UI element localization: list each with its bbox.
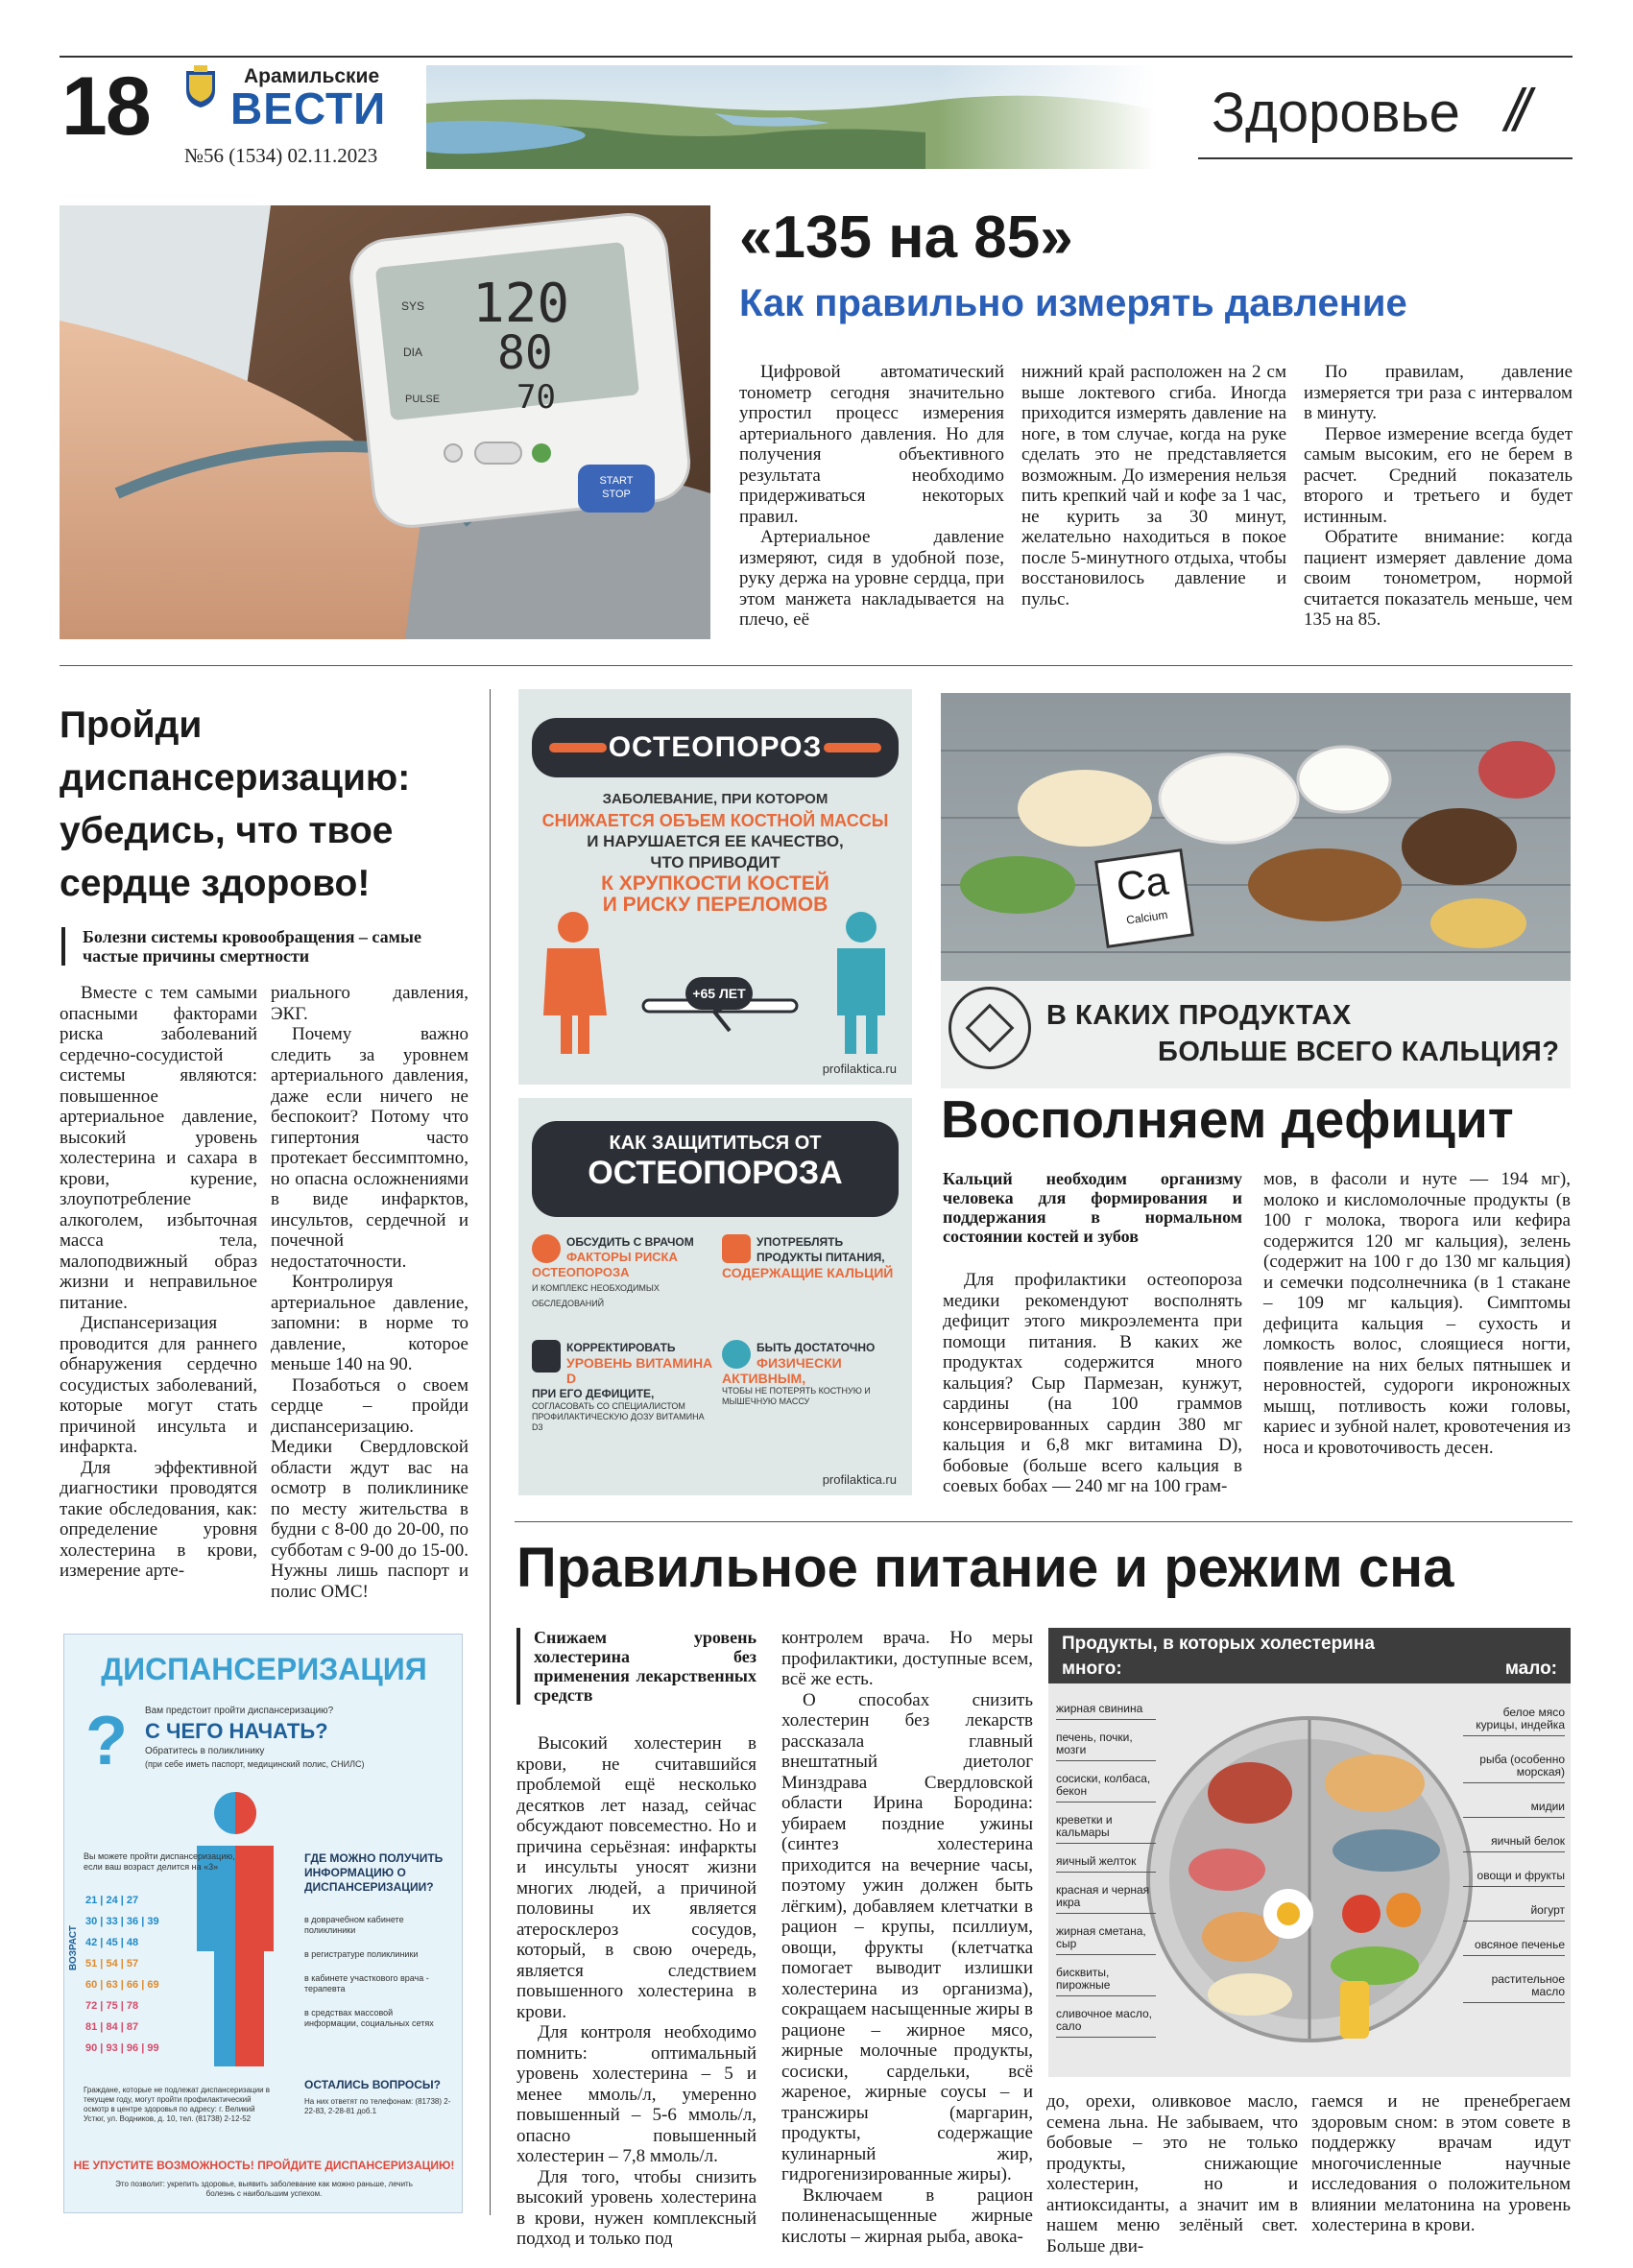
- chol-left-item: сливочное масло, сало: [1056, 2008, 1156, 2038]
- chol-few: мало:: [1504, 1659, 1557, 1679]
- protect-banner-line2: ОСТЕОПОРОЗА: [588, 1155, 843, 1191]
- protect-source: profilaktica.ru: [822, 1472, 897, 1487]
- chol-title: Продукты, в которых холестерина: [1062, 1634, 1375, 1654]
- protect-item-1: ОБСУДИТЬ С ВРАЧОМ ФАКТОРЫ РИСКА ОСТЕОПОРОЗА И КОМПЛЕКС НЕОБХОДИМЫХ ОБСЛЕДОВАНИЙ: [532, 1235, 694, 1308]
- osteo-line3: И НАРУШАЕТСЯ ЕЕ КАЧЕСТВО,: [587, 832, 844, 850]
- osteo-line5: К ХРУПКОСТИ КОСТЕЙ: [601, 872, 829, 895]
- art4-col1-p2: Для контроля необходимо помнить: оптимальный уровень холестерина – 5 и менее ммоль/л, умеренно повышенный – 5-6 ммоль/л, опасно повышенный холестерин – 7,8 ммоль/л.: [516, 2022, 756, 2166]
- art2-lead: Болезни системы кровообращения – самые частые причины смертности: [61, 927, 468, 966]
- disp-title: ДИСПАНСЕРИЗАЦИЯ: [101, 1652, 427, 1686]
- monitor-dia-label: DIA: [403, 346, 423, 359]
- osteo-banner: [532, 718, 899, 777]
- osteo-source: profilaktica.ru: [822, 1062, 897, 1076]
- coat-of-arms-icon: [184, 65, 217, 109]
- art2-col1-p1: Вместе с тем самыми опасными факторами риска заболеваний сердечно-сосудистой системы являются: повышенное артериальное давление, высокий уровень холестерина и сахара в крови, курение, злоупотребление алкоголем, избыточная масса тела, малоподвижный образ жизни и неправильное питание.: [60, 983, 257, 1313]
- chol-left-item: красная и черная икра: [1056, 1884, 1156, 1914]
- art4-col4: [1311, 2091, 1571, 2236]
- elderly-man-icon: [818, 910, 904, 1054]
- chol-left-item: креветки и кальмары: [1056, 1814, 1156, 1844]
- divider-art1: [60, 665, 1573, 666]
- art4-col2-p2: О способах снизить холестерин без лекарств рассказала главный внештатный диетолог Минздрава Свердловской области Ирина Бородина: убираем поздние ужины (синтез холестерина приходится на вечерние часы, поэтому ужин должен быть лёгким), добавляем клетчатки в рацион – крупы, псиллиум, овощи, фрукты (клетчатка помогает выводит излишки холестерина из организма), сокращаем насыщенные жиры в рационе – жирное мясо, жирные молочные продукты, сосиски, сардельки, всё жареное, жирные соусы – и трансжиры (маргарин, продукты, содержащие кулинарный жир, гидрогенизированные жиры).: [781, 1689, 1033, 2184]
- age-row: 90 | 93 | 96 | 99: [85, 2042, 159, 2054]
- art4-lead: Снижаем уровень холестерина без применения лекарственных средств: [516, 1628, 756, 1705]
- calcium-foods-photo: [941, 693, 1571, 1088]
- chol-title-bar: [1048, 1628, 1571, 1683]
- header-bottom-rule: [1198, 157, 1573, 159]
- calcium-name: Calcium: [1125, 907, 1169, 927]
- art2-col2-p3: Контролируя артериальное давление, запомни: в норме то давление, которое меньше 140 на 90.: [271, 1272, 468, 1374]
- disp-phones: На них ответят по телефонам: (81738) 2-22-83, 2-28-81 доб.1: [304, 2097, 451, 2115]
- art2-col2: [271, 983, 468, 1602]
- elderly-woman-icon: [530, 910, 616, 1054]
- chol-right-item: овощи и фрукты: [1463, 1870, 1565, 1887]
- osteo-line2: СНИЖАЕТСЯ ОБЪЕМ КОСТНОЙ МАССЫ: [541, 811, 889, 830]
- art4-col2-p1: контролем врача. Но меры профилактики, доступные всем, всё же есть.: [781, 1628, 1033, 1689]
- art1-col3-p1: По правилам, давление измеряется три раза с интервалом в минуту.: [1304, 362, 1573, 423]
- art2-col2-p4: Позаботься о своем сердце – пройди диспансеризацию. Медики Свердловской области ждут вас на осмотр в поликлинике по месту жительства в будни с 8-00 до 20-00, по субботам с 9-00 до 15-00. Нужны лишь паспорт и полис ОМС!: [271, 1374, 468, 1602]
- art2-col1-p2: Диспансеризация проводится для раннего обнаружения сердечно сосудистых заболеваний, которые могут стать причиной инсульта и инфаркта.: [60, 1313, 257, 1457]
- bone-icon: [824, 743, 881, 752]
- art4-col2-p3: Включаем в рацион полиненасыщенные жирные кислоты – жирная рыба, авока-: [781, 2184, 1033, 2247]
- osteo-age: +65 ЛЕТ: [685, 977, 753, 1010]
- issue-number-date: №56 (1534) 02.11.2023: [184, 144, 378, 167]
- chol-left-item: жирная свинина: [1056, 1703, 1156, 1720]
- disp-q3: Обратитесь в поликлинику: [145, 1746, 265, 1756]
- disp-questions: ОСТАЛИСЬ ВОПРОСЫ?: [304, 2078, 442, 2091]
- art2-title: Пройди диспансеризацию: убедись, что твое сердце здорово!: [60, 704, 411, 904]
- disp-age-table: [85, 1890, 191, 2059]
- art3-col2-p1: мов, в фасоли и нуте — 194 мг), молоко и кисломолочные продукты (в 100 г молока, творога или кефира содержится 120 мг кальция), зелень (содержит на 100 г до 130 мг кальция) и семечки подсолнечника (в 1 стакане – 109 мг кальция). Симптомы дефицита кальция – сухость и ломкость волос, слоящиеся ногти, появление на них белых пятнышек и неровностей, судороги икроножных мышц, потливость кожи головы, кариес и зубной налет, кровотечения из носа и кровоточивость десен.: [1263, 1169, 1571, 1458]
- monitor-value-sys: 120: [472, 273, 570, 335]
- chol-right-item: растительное масло: [1463, 1973, 1565, 2003]
- art2-col1-p3: Для эффективной диагностики проводятся такие обследования, как: определение уровня холестерина в крови, измерение арте-: [60, 1457, 257, 1581]
- cholesterol-foods-infographic: [1048, 1628, 1571, 2077]
- art4-col4-p1: гаемся и не пренебрегаем здоровым сном: в этом совете в поддержку врачам идут многочисленные научные исследования о положительном влиянии мелатонина на уровень холестерина в крови.: [1311, 2091, 1571, 2235]
- header-landscape-photo: [426, 65, 1156, 169]
- art4-col2: [781, 1628, 1033, 2247]
- art4-col3: [1046, 2091, 1298, 2256]
- osteoporosis-protection-infographic: [518, 1098, 912, 1495]
- art2-col2-p1: риального давления, ЭКГ.: [271, 983, 468, 1024]
- paper-logo: [184, 61, 424, 167]
- chol-right-item: рыба (особенно морская): [1463, 1754, 1565, 1783]
- age-row: 60 | 63 | 66 | 69: [85, 1979, 159, 1991]
- osteo-line4: ЧТО ПРИВОДИТ: [650, 853, 780, 871]
- monitor-sys-label: SYS: [401, 299, 425, 313]
- art4-col3-p1: до, орехи, оливковое масло, семена льна. Не забываем, что бобовые – это не только продукты, снижающие холестерин, но и антиоксиданты, а значит им в нашем меню зелёный свет. Больше дви-: [1046, 2091, 1298, 2256]
- where-item: в доврачебном кабинете поликлиники: [304, 1915, 404, 1935]
- art4-col1-p3: Для того, чтобы снизить высокий уровень холестерина в крови, нужен комплексный подход и только под: [516, 2166, 756, 2249]
- vitamin-jar-icon: [532, 1340, 561, 1373]
- divider-art3: [515, 1521, 1573, 1522]
- osteo-text: [518, 789, 912, 916]
- question-mark-icon: ?: [85, 1703, 128, 1779]
- calcium-element-card: [1094, 848, 1194, 948]
- age-row: 72 | 75 | 78: [85, 2000, 139, 2012]
- art3-lead: Кальций необходим организму человека для формирования и поддержания в нормальном состоянии костей и зубов: [943, 1169, 1242, 1246]
- health-center-logo-icon: [949, 987, 1031, 1069]
- chol-left-item: жирная сметана, сыр: [1056, 1925, 1156, 1955]
- protect-banner: [532, 1121, 899, 1217]
- protect-item-4: БЫТЬ ДОСТАТОЧНО ФИЗИЧЕСКИ АКТИВНЫМ, ЧТОБЫ НЕ ПОТЕРЯТЬ КОСТНУЮ И МЫШЕЧНУЮ МАССУ: [722, 1341, 876, 1406]
- exercise-icon: [722, 1340, 751, 1369]
- chol-right-item: овсяное печенье: [1463, 1939, 1565, 1956]
- age-row: 51 | 54 | 57: [85, 1958, 139, 1970]
- paper-name-small: Арамильские: [244, 65, 380, 87]
- art3-col2: [1263, 1169, 1571, 1458]
- chol-right-item: йогурт: [1463, 1904, 1565, 1922]
- disp-where-title: ГДЕ МОЖНО ПОЛУЧИТЬ ИНФОРМАЦИЮ О ДИСПАНСЕРИЗАЦИИ?: [304, 1851, 444, 1894]
- art1-col1-p2: Артериальное давление измеряют, сидя в удобной позе, руку держа на уровне сердца, при этом манжета накладывается на плечо, её: [739, 527, 1004, 630]
- disp-q4: (при себе иметь паспорт, медицинский полис, СНИЛС): [145, 1759, 365, 1769]
- disp-bottom-banner: НЕ УПУСТИТЕ ВОЗМОЖНОСТЬ! ПРОЙДИТЕ ДИСПАНСЕРИЗАЦИЮ!: [73, 2159, 455, 2172]
- divider-vertical-left: [490, 689, 491, 2215]
- monitor-pulse-label: PULSE: [405, 394, 441, 405]
- where-item: в регистратуре поликлиники: [304, 1949, 419, 1959]
- osteo-line6: И РИСКУ ПЕРЕЛОМОВ: [602, 894, 829, 916]
- osteo-line1: ЗАБОЛЕВАНИЕ, ПРИ КОТОРОМ: [602, 791, 829, 807]
- chol-left-item: сосиски, колбаса, бекон: [1056, 1773, 1156, 1802]
- chol-right-item: белое мясо курицы, индейка: [1463, 1707, 1565, 1736]
- page-number: 18: [61, 60, 150, 153]
- monitor-value-dia: 80: [497, 326, 553, 380]
- chol-right-list: [1463, 1707, 1565, 2003]
- chol-left-item: яичный желток: [1056, 1855, 1156, 1873]
- age-row: 42 | 45 | 48: [85, 1937, 139, 1948]
- chol-right-item: яичный белок: [1463, 1835, 1565, 1852]
- disp-bottom-note: Это позволит: укрепить здоровье, выявить заболевание как можно раньше, лечить болезнь с наибольшим успехом.: [115, 2180, 413, 2198]
- monitor-stop-label: STOP: [602, 489, 631, 500]
- section-slash-mark: //: [1505, 78, 1524, 144]
- protect-item-2: УПОТРЕБЛЯТЬ ПРОДУКТЫ ПИТАНИЯ, СОДЕРЖАЩИЕ КАЛЬЦИЙ: [722, 1235, 894, 1280]
- art4-title: Правильное питание и режим сна: [516, 1537, 1454, 1599]
- calcium-symbol: Ca: [1113, 857, 1171, 910]
- food-plate-illustration: [1144, 1687, 1475, 2071]
- osteoporosis-infographic: [518, 689, 912, 1085]
- art2-col1: [60, 983, 257, 1582]
- disp-age-note: Вы можете пройти диспансеризацию, если ваш возраст делится на «3»: [84, 1851, 235, 1872]
- where-item: в средствах массовой информации, социальных сетях: [304, 2008, 434, 2028]
- protect-banner-line1: КАК ЗАЩИТИТЬСЯ ОТ: [609, 1133, 822, 1154]
- disp-age-label: ВОЗРАСТ: [68, 1925, 79, 1970]
- monitor-start-label: START: [599, 475, 634, 487]
- header-top-rule: [60, 56, 1573, 58]
- art4-col1-p1: Высокий холестерин в крови, не считавшийся проблемой ещё несколько десятков лет назад, сейчас обсуждают повсеместно. Но и причина серьёзная: инфаркты и инсульты уносят жизни многих людей, а причиной половины их является атеросклероз сосудов, который, в свою очередь, является следствием повышенного холестерина в крови.: [516, 1733, 756, 2022]
- age-row: 21 | 24 | 27: [85, 1895, 139, 1906]
- body-silhouette-icon: [178, 1788, 293, 2066]
- blood-pressure-photo: [60, 205, 710, 639]
- osteo-banner-text: ОСТЕОПОРОЗ: [608, 731, 823, 763]
- art1-col3: [1304, 362, 1573, 631]
- art2-col2-p2: Почему важно следить за уровнем артериального давления, даже если ничего не беспокоит? Потому что гипертония часто протекает бессимптомно, но опасна осложнениями в виде инфарктов, инсультов, сердечной и почечной недостаточности.: [271, 1024, 468, 1272]
- chol-left-item: печень, почки, мозги: [1056, 1731, 1156, 1761]
- where-item: в кабинете участкового врача - терапевта: [304, 1973, 429, 1993]
- age-row: 30 | 33 | 36 | 39: [85, 1916, 159, 1927]
- chol-right-item: мидии: [1463, 1801, 1565, 1818]
- art1-title: «135 на 85»: [739, 204, 1073, 271]
- art3-col1-p1: Для профилактики остеопороза медики рекомендуют восполнять дефицит этого микроэлемента при помощи питания. В каких же продуктах содержится много кальция? Сыр Пармезан, кунжут, сардины (на 100 граммов консервированных сардин 380 мг кальция и 6,8 мкг витамина D), бобовые (больше всего кальция в соевых бобах — 240 мг на 100 грам-: [943, 1270, 1242, 1496]
- art4-col1: [516, 1733, 756, 2250]
- skeleton-icon: [532, 1234, 561, 1263]
- disp-q2: С ЧЕГО НАЧАТЬ?: [145, 1719, 328, 1743]
- calcium-caption-2: БОЛЬШЕ ВСЕГО КАЛЬЦИЯ?: [1158, 1037, 1560, 1067]
- monitor-start-stop-button: [578, 465, 655, 513]
- section-title: Здоровье: [1212, 82, 1460, 144]
- paper-name-big: ВЕСТИ: [230, 84, 387, 133]
- calcium-caption-1: В КАКИХ ПРОДУКТАХ: [1046, 1000, 1352, 1031]
- art1-subtitle: Как правильно измерять давление: [739, 282, 1407, 324]
- dispanserization-infographic: [63, 1634, 463, 2213]
- art1-col1-p1: Цифровой автоматический тонометр сегодня значительно упростил процесс измерения артериального давления. Но для получения объективного результата необходимо придерживаться некоторых правил.: [739, 362, 1004, 527]
- disp-note: Граждане, которые не подлежат диспансеризации в текущем году, могут пройти профилактический осмотр в центре здоровья по адресу: г. Великий Устюг, ул. Водников, д. 10, тел. (81738) 2-12-52: [84, 2086, 271, 2123]
- bone-icon: [549, 743, 607, 752]
- chol-many: много:: [1062, 1659, 1122, 1679]
- monitor-value-pulse: 70: [516, 378, 556, 417]
- age-row: 81 | 84 | 87: [85, 2021, 139, 2033]
- art1-col1: [739, 362, 1004, 631]
- art3-title: Восполняем дефицит: [941, 1089, 1514, 1149]
- disp-where-list: [304, 1915, 448, 2029]
- art1-col3-p2: Первое измерение всегда будет самым высоким, его не берем в расчет. Средний показатель второго и третьего и будет истинным.: [1304, 423, 1573, 527]
- art3-col1: [943, 1270, 1242, 1497]
- art1-col2-p1: нижний край расположен на 2 см выше локтевого сгиба. Иногда приходится измерять давление на ноге, в том случае, когда на руке сделать это не представляется возможным. До измерения нельзя пить крепкий чай и кофе за 1 час, не курить за 30 минут, желательно находиться в покое после 5-минутного отдыха, чтобы восстановилось давление и пульс.: [1021, 362, 1286, 609]
- protect-item-3: КОРРЕКТИРОВАТЬ УРОВЕНЬ ВИТАМИНА D ПРИ ЕГО ДЕФИЦИТЕ, СОГЛАСОВАТЬ СО СПЕЦИАЛИСТОМ ПРОФИЛАКТИЧЕСКУЮ ДОЗУ ВИТАМИНА D3: [532, 1341, 713, 1432]
- disp-q1: Вам предстоит пройти диспансеризацию?: [145, 1706, 334, 1716]
- chol-left-item: бисквиты, пирожные: [1056, 1967, 1156, 1996]
- art1-col2: [1021, 362, 1286, 609]
- art1-col3-p3: Обратите внимание: когда пациент измеряет давление дома своим тонометром, нормой считается показатель меньше, чем 135 на 85.: [1304, 527, 1573, 630]
- chol-left-list: [1056, 1703, 1156, 2038]
- milk-icon: [722, 1234, 751, 1263]
